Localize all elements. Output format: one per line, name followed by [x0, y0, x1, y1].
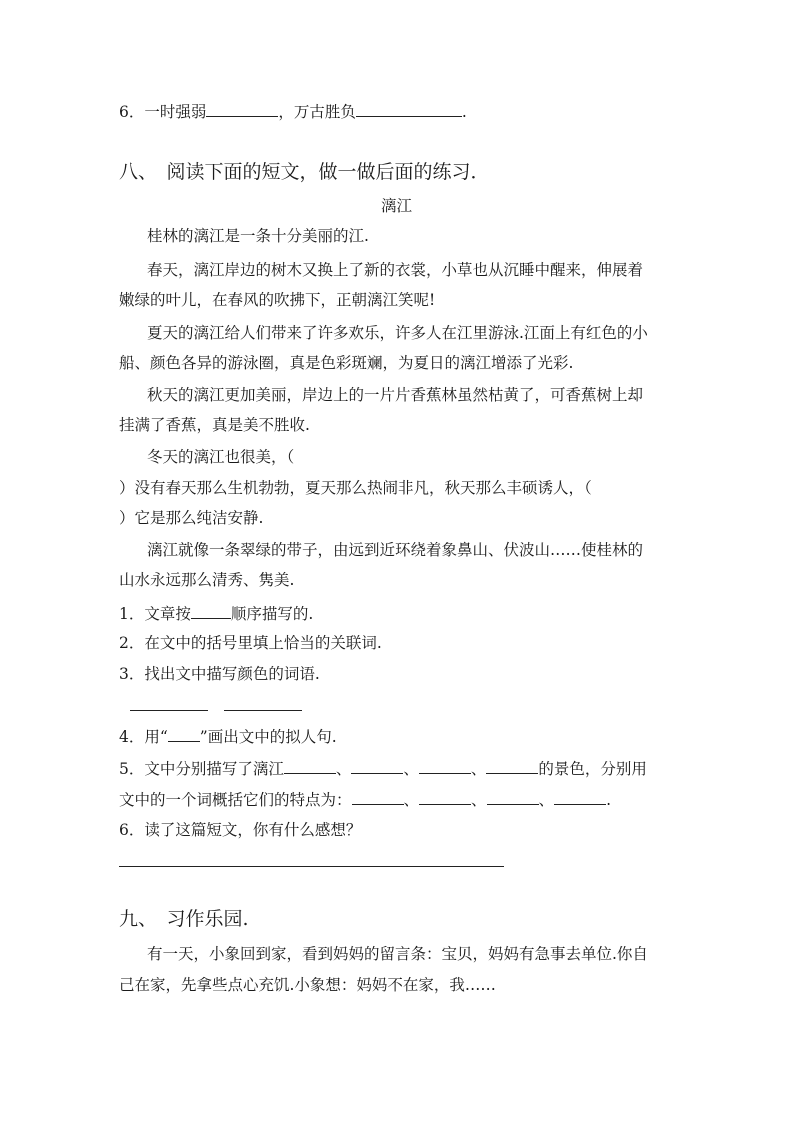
answer-blank[interactable] [554, 789, 606, 805]
passage-title: 漓江 [381, 197, 413, 215]
question-6-top: 6．一时强弱 ，万古胜负 . [119, 103, 467, 121]
answer-blank[interactable] [284, 758, 336, 774]
passage-paragraph: ）没有春天那么生机勃勃，夏天那么热闹非凡，秋天那么丰硕诱人，（ [119, 479, 592, 497]
question-4: 4．用“ ”画出文中的拟人句. [119, 728, 337, 746]
answer-blank[interactable] [191, 603, 231, 619]
question-2: 2．在文中的括号里填上恰当的关联词. [119, 634, 382, 652]
passage-paragraph: 夏天的漓江给人们带来了许多欢乐，许多人在江里游泳.江面上有红色的小 [147, 324, 648, 342]
passage-paragraph: 山水永远那么清秀、隽美. [119, 571, 295, 589]
question-3: 3．找出文中描写颜色的词语. [119, 665, 320, 683]
answer-blank[interactable] [487, 789, 539, 805]
answer-blank[interactable] [206, 101, 278, 117]
answer-blank[interactable] [486, 758, 538, 774]
answer-blank[interactable] [168, 726, 200, 742]
answer-blank[interactable] [419, 758, 471, 774]
answer-blank[interactable] [351, 758, 403, 774]
q6-middle: ，万古胜负 [278, 103, 356, 121]
question-6: 6．读了这篇短文，你有什么感想？ [119, 821, 362, 839]
writing-prompt-paragraph: 己在家，先拿些点心充饥.小象想：妈妈不在家，我…… [119, 976, 496, 994]
answer-line[interactable] [119, 866, 504, 867]
passage-paragraph: 冬天的漓江也很美，（ [147, 448, 295, 466]
answer-blank[interactable] [356, 101, 462, 117]
writing-prompt-paragraph: 有一天，小象回到家，看到妈妈的留言条：宝贝，妈妈有急事去单位.你自 [147, 945, 648, 963]
question-1: 1．文章按 顺序描写的. [119, 605, 314, 623]
answer-blank[interactable] [352, 789, 404, 805]
q6-prefix: 6．一时强弱 [119, 103, 207, 121]
passage-paragraph: 挂满了香蕉，真是美不胜收. [119, 416, 310, 434]
passage-paragraph: 漓江就像一条翠绿的带子，由远到近环绕着象鼻山、伏波山……使桂林的 [147, 541, 644, 559]
passage-paragraph: 秋天的漓江更加美丽，岸边上的一片片香蕉林虽然枯黄了，可香蕉树上却 [147, 386, 644, 404]
question-5-line-2: 文中的一个词概括它们的特点为： 、 、 、 . [119, 791, 611, 809]
passage-paragraph: 船、颜色各异的游泳圈，真是色彩斑斓，为夏日的漓江增添了光彩. [119, 354, 574, 372]
section-8-heading: 八、 阅读下面的短文，做一做后面的练习． [119, 161, 490, 183]
answer-blank[interactable] [419, 789, 471, 805]
answer-line[interactable] [224, 710, 302, 711]
passage-paragraph: 春天，漓江岸边的树木又换上了新的衣裳，小草也从沉睡中醒来，伸展着 [147, 261, 644, 279]
section-9-heading: 九、 习作乐园. [119, 908, 249, 930]
passage-paragraph: 桂林的漓江是一条十分美丽的江. [147, 227, 369, 245]
answer-line[interactable] [130, 710, 208, 711]
passage-paragraph: 嫩绿的叶儿，在春风的吹拂下，正朝漓江笑呢! [119, 291, 436, 309]
passage-paragraph: ）它是那么纯洁安静. [119, 509, 264, 527]
question-5-line-1: 5．文中分别描写了漓江 、 、 、 的景色，分别用 [119, 760, 647, 778]
